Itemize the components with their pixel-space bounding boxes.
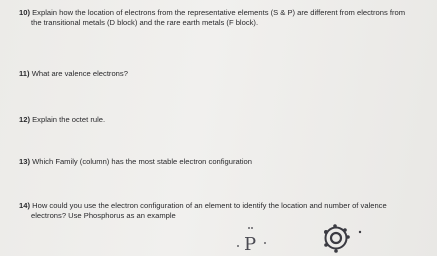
electron-dot: [264, 242, 266, 244]
electron-dot: [359, 231, 361, 233]
electron-dot: [324, 230, 328, 234]
electron-dot: [334, 249, 338, 253]
question-10: [19, 8, 405, 28]
question-number: 13): [19, 157, 30, 166]
question-number: 10): [19, 8, 30, 17]
question-text-continued: the transitional metals (D block) and the rare earth metals (F block).: [31, 18, 259, 27]
question-text: Explain how the location of electrons from the representative elements (S & P) are different from electrons from: [32, 8, 406, 17]
element-symbol: P: [244, 234, 257, 255]
question-12: [19, 115, 105, 125]
question-text: What are valence electrons?: [31, 69, 128, 78]
question-text: Explain the octet rule.: [32, 115, 106, 124]
electron-dot: [333, 224, 337, 228]
atom-sketch: [312, 220, 372, 256]
question-text: Which Family (column) has the most stable electron configuration: [32, 157, 252, 166]
question-14: [19, 201, 387, 221]
lewis-dot-sketch: [232, 222, 282, 256]
question-text-continued: electrons? Use Phosphorus as an example: [31, 211, 176, 220]
nucleus: [331, 233, 341, 243]
electron-dot: [346, 235, 350, 239]
electron-dot: [324, 243, 328, 247]
electron-dot: [248, 227, 250, 229]
question-13: [19, 157, 252, 167]
question-text: How could you use the electron configuration of an element to identify the location and number of valence: [32, 201, 387, 210]
electron-dot: [343, 228, 347, 232]
question-number: 14): [19, 201, 30, 210]
question-number: 11): [19, 69, 30, 78]
electron-dot: [251, 227, 253, 229]
question-11: [19, 69, 128, 79]
question-number: 12): [19, 115, 30, 124]
electron-dot: [237, 245, 239, 247]
